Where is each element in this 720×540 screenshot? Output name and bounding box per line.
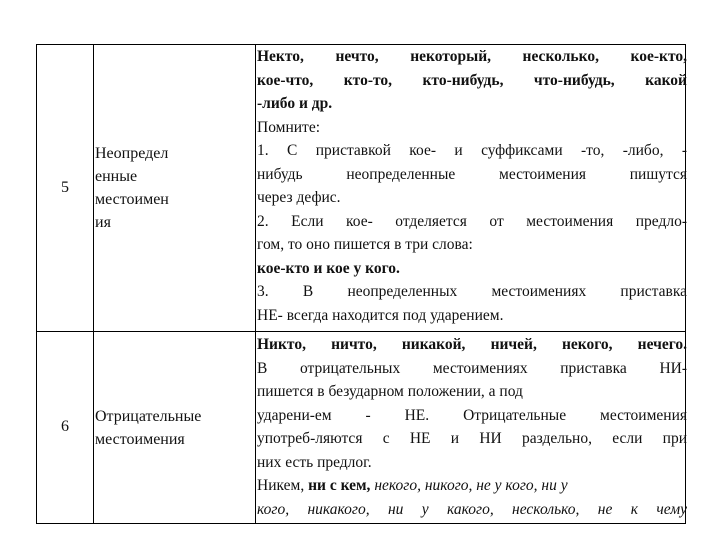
row-name-negative: Отрицательные местоимения bbox=[95, 408, 202, 448]
desc-line: ударени-ем - НЕ. Отрицательные местоимения bbox=[257, 406, 687, 424]
row-number-6: 6 bbox=[61, 418, 69, 435]
desc-line bbox=[257, 474, 687, 498]
desc-line: НЕ- всегда находится под ударением. bbox=[257, 306, 504, 324]
desc-line: В отрицательных местоимениях приставка НИ- bbox=[257, 359, 687, 377]
row-name-indefinite: Неопредел енные местоимен ия bbox=[95, 145, 169, 231]
column-divider-2 bbox=[255, 45, 256, 523]
column-divider-1 bbox=[93, 45, 94, 523]
desc-line: кое-кто и кое у кого. bbox=[257, 259, 400, 277]
desc-line: Некто, нечто, некоторый, несколько, кое-кто, bbox=[257, 48, 687, 65]
row-number-5: 5 bbox=[61, 179, 69, 196]
desc-line: них есть предлог. bbox=[257, 453, 372, 471]
row-divider bbox=[37, 331, 685, 332]
desc-bold: ни с кем, bbox=[308, 477, 371, 494]
desc-line: Помните: bbox=[257, 118, 321, 136]
row-description-indefinite bbox=[257, 45, 687, 327]
desc-line: кого, никакого, ни у какого, несколько, не к чему bbox=[257, 500, 687, 518]
desc-line: Никто, ничто, никакой, ничей, некого, нечего. bbox=[257, 336, 687, 353]
desc-line: употреб-ляются с НЕ и НИ раздельно, если при bbox=[257, 430, 687, 447]
desc-line: гом, то оно пишется в три слова: bbox=[257, 236, 473, 253]
desc-line: -либо и др. bbox=[257, 95, 333, 112]
desc-line: 3. В неопределенных местоимениях приставка bbox=[257, 283, 687, 300]
desc-line: через дефис. bbox=[257, 189, 341, 206]
desc-line: нибудь неопределенные местоимения пишутся bbox=[257, 165, 687, 183]
row-description-negative bbox=[257, 333, 687, 521]
desc-line: кое-что, кто-то, кто-нибудь, что-нибудь, какой bbox=[257, 71, 687, 89]
desc-italic: некого, никого, не у кого, ни у bbox=[370, 477, 568, 494]
desc-line: 1. С приставкой кое- и суффиксами -то, -либо, - bbox=[257, 142, 687, 159]
desc-line: пишется в безударном положении, а под bbox=[257, 383, 523, 400]
desc-plain: Никем, bbox=[257, 477, 309, 494]
pronouns-table bbox=[36, 44, 686, 524]
desc-line: 2. Если кое- отделяется от местоимения предло- bbox=[257, 212, 687, 230]
